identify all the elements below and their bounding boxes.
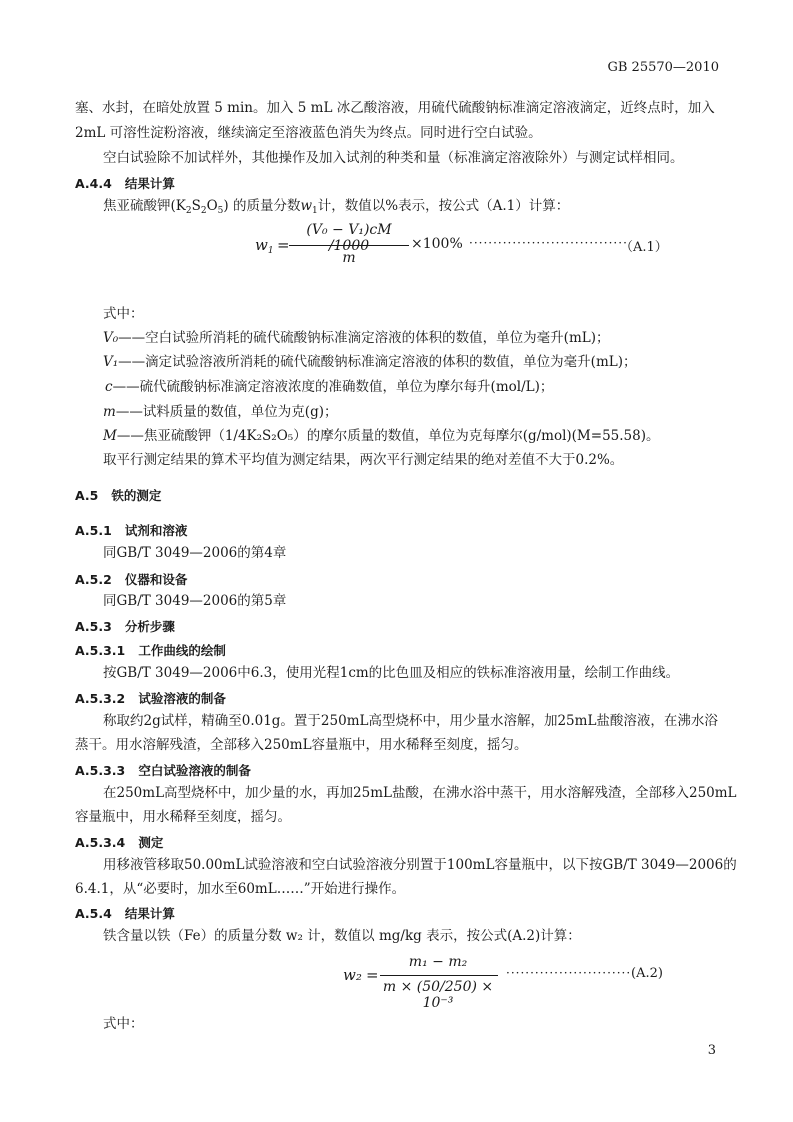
formula-label: （A.1） <box>620 240 668 255</box>
section-number: A.5.2 <box>75 572 112 587</box>
def-symbol: c <box>105 379 113 395</box>
formula-numerator: (V₀ − V₁)cM /1000 <box>306 222 392 254</box>
a44-conclusion: 取平行测定结果的算术平均值为测定结果，两次平行测定结果的绝对差值不大于0.2%。 <box>103 452 624 468</box>
text-part: 计，数值以%表示，按公式（A.1）计算： <box>317 198 570 214</box>
fraction-bar <box>289 245 409 246</box>
a52-text: 同GB/T 3049—2006的第5章 <box>103 593 287 609</box>
section-a534-heading <box>75 833 163 851</box>
a531-text: 按GB/T 3049—2006中6.3，使用光程1cm的比色皿及相应的铁标准溶液用量，绘制工作曲线。 <box>103 665 680 681</box>
section-title: 结果计算 <box>124 906 175 921</box>
def-text: ——焦亚硫酸钾（1/4K₂S₂O₅）的摩尔质量的数值，单位为克每摩尔(g/mol)(M=55.58)。 <box>116 428 660 444</box>
section-number: A.5.3 <box>75 619 112 634</box>
section-a53-heading <box>75 617 175 635</box>
section-title: 结果计算 <box>124 176 175 191</box>
section-a5-heading <box>75 486 161 504</box>
def-text: ——空白试验所消耗的硫代硫酸钠标准滴定溶液的体积的数值，单位为毫升(mL)； <box>118 330 610 346</box>
section-number: A.4.4 <box>75 176 112 191</box>
a534-line-2: 6.4.1，从“必要时，加水至60mL……”开始进行操作。 <box>75 881 406 897</box>
section-a51-heading <box>75 521 187 539</box>
section-a54-heading <box>75 904 175 922</box>
a54-text: 铁含量以铁（Fe）的质量分数 w₂ 计，数值以 mg/kg 表示，按公式(A.2)计算： <box>103 928 581 944</box>
text-sub: 2 <box>185 206 192 216</box>
intro-line-1: 塞、水封，在暗处放置 5 min。加入 5 mL 冰乙酸溶液，用硫代硫酸钠标准滴定溶液滴定，近终点时，加入 <box>75 100 715 116</box>
section-a531-heading <box>75 641 226 659</box>
definition-m <box>103 401 338 424</box>
formula-equals: = <box>277 236 290 254</box>
page-number: 3 <box>707 1043 716 1058</box>
section-number: A.5.3.1 <box>75 643 126 658</box>
section-title: 分析步骤 <box>124 619 175 634</box>
formula-dots: ·························· <box>506 966 632 980</box>
section-number: A.5.3.3 <box>75 763 126 778</box>
formula-lhs: w₂ <box>343 966 362 984</box>
where-label: 式中： <box>103 306 144 322</box>
section-a533-heading <box>75 761 251 779</box>
def-symbol: M <box>103 428 117 444</box>
a54-where-label: 式中： <box>103 1016 144 1032</box>
text-sub: 1 <box>312 206 318 216</box>
section-number: A.5.1 <box>75 523 112 538</box>
a44-intro-text <box>103 195 569 223</box>
section-title: 仪器和设备 <box>124 572 188 587</box>
formula-denominator: m × (50/250) × 10⁻³ <box>382 979 494 1011</box>
definition-c <box>105 376 553 399</box>
def-text: ——滴定试验溶液所消耗的硫代硫酸钠标准滴定溶液的体积的数值，单位为毫升(mL)； <box>118 354 637 370</box>
definition-molar-mass <box>103 425 659 448</box>
section-a52-heading <box>75 570 187 588</box>
intro-line-3: 空白试验除不加试样外，其他操作及加入试剂的种类和量（标准滴定溶液除外）与测定试样相同。 <box>103 150 684 166</box>
a532-line-2: 蒸干。用水溶解残渣，全部移入250mL容量瓶中，用水稀释至刻度，摇匀。 <box>75 737 528 753</box>
section-title: 铁的测定 <box>111 488 162 503</box>
section-title: 测定 <box>138 835 164 850</box>
definition-v0 <box>103 327 609 350</box>
a532-line-1: 称取约2g试样，精确至0.01g。置于250mL高型烧杯中，用少量水溶解，加25mL盐酸溶液，在沸水浴 <box>103 713 718 729</box>
text-part: 焦亚硫酸钾(K <box>103 198 186 214</box>
section-title: 试验溶液的制备 <box>138 691 226 706</box>
section-title: 空白试验溶液的制备 <box>138 763 251 778</box>
section-number: A.5 <box>75 488 99 503</box>
def-symbol: V₀ <box>103 330 119 346</box>
text-sub: 2 <box>200 206 207 216</box>
lhs-symbol: w <box>255 236 268 254</box>
formula-times: ×100% <box>411 236 463 252</box>
section-title: 工作曲线的绘制 <box>138 643 226 658</box>
formula-denominator: m <box>342 250 356 266</box>
a51-text: 同GB/T 3049—2006的第4章 <box>103 545 287 561</box>
a533-line-2: 容量瓶中，用水稀释至刻度，摇匀。 <box>75 809 291 825</box>
text-sub: 5 <box>217 206 224 216</box>
def-symbol: V₁ <box>103 354 119 370</box>
text-part: O <box>206 198 218 214</box>
formula-numerator: m₁ − m₂ <box>408 954 468 970</box>
formula-label: (A.2) <box>631 966 663 981</box>
section-a532-heading <box>75 689 226 707</box>
def-text: ——试料质量的数值，单位为克(g)； <box>115 404 338 420</box>
text-part: S <box>191 198 201 214</box>
def-text: ——硫代硫酸钠标准滴定溶液浓度的准确数值，单位为摩尔每升(mol/L)； <box>112 379 554 395</box>
formula-equals: = <box>366 966 379 984</box>
formula-lhs <box>255 236 274 256</box>
fraction-bar <box>380 975 498 976</box>
text-part: w <box>300 198 313 214</box>
text-part: ) 的质量分数 <box>223 198 301 214</box>
section-number: A.5.4 <box>75 906 112 921</box>
lhs-sub: 1 <box>267 246 274 256</box>
section-number: A.5.3.2 <box>75 691 126 706</box>
definition-v1 <box>103 351 636 374</box>
section-a44-heading <box>75 174 175 192</box>
section-number: A.5.3.4 <box>75 835 126 850</box>
def-symbol: m <box>103 404 116 420</box>
a533-line-1: 在250mL高型烧杯中，加少量的水，再加25mL盐酸，在沸水浴中蒸干，用水溶解残渣，全部移入250mL <box>103 785 737 801</box>
a534-line-1: 用移液管移取50.00mL试验溶液和空白试验溶液分别置于100mL容量瓶中，以下按GB/T 3049—2006的 <box>103 857 737 873</box>
standard-number: GB 25570—2010 <box>607 60 719 75</box>
section-title: 试剂和溶液 <box>124 523 188 538</box>
intro-line-2: 2mL 可溶性淀粉溶液，继续滴定至溶液蓝色消失为终点。同时进行空白试验。 <box>75 125 542 141</box>
formula-dots: ································· <box>469 236 628 250</box>
